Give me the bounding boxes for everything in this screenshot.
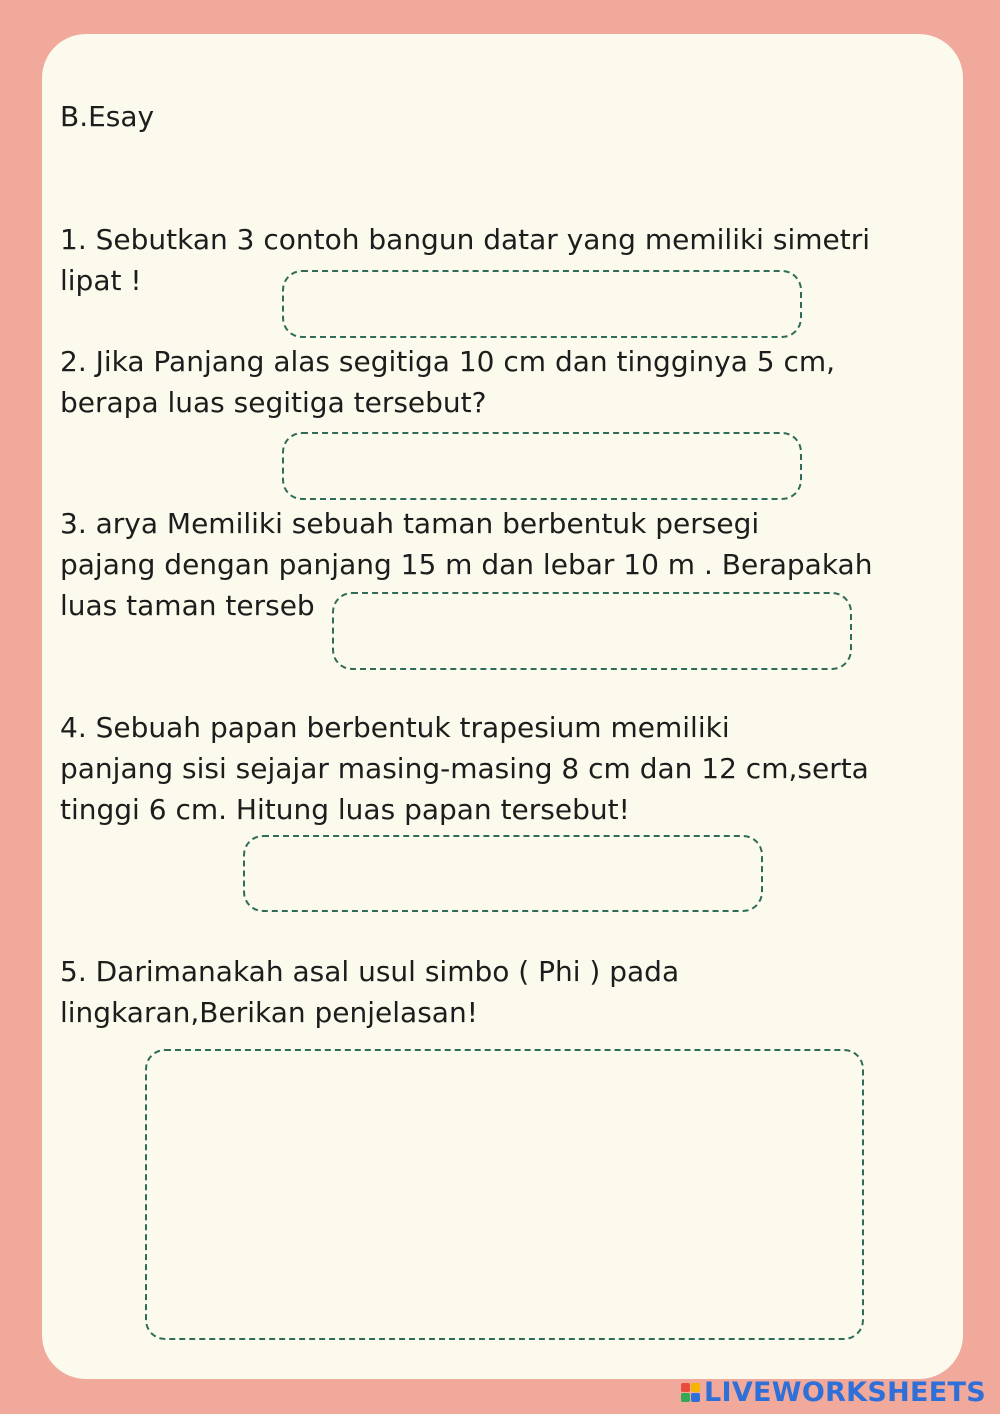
answer-box-2[interactable] [282,432,802,500]
logo-square-green [681,1393,690,1402]
question-4-line-1: 4. Sebuah papan berbentuk trapesium memiliki [60,711,730,744]
question-1-line-1: 1. Sebutkan 3 contoh bangun datar yang memiliki simetri [60,223,871,256]
question-3-line-1: 3. arya Memiliki sebuah taman berbentuk persegi [60,507,760,540]
logo-square-yellow [691,1383,700,1392]
answer-box-1[interactable] [282,270,802,338]
logo-square-red [681,1383,690,1392]
question-4-line-2: panjang sisi sejajar masing-masing 8 cm dan 12 cm,serta [60,752,869,785]
question-2-line-1: 2. Jika Panjang alas segitiga 10 cm dan tingginya 5 cm, [60,345,836,378]
logo-square-blue [691,1393,700,1402]
question-3-line-2: pajang dengan panjang 15 m dan lebar 10 m . Berapakah [60,548,873,581]
section-title: B.Esay [60,100,155,133]
liveworksheets-logo-icon [681,1383,700,1402]
question-3-line-3: luas taman terseb [60,589,315,622]
question-5-line-1: 5. Darimanakah asal usul simbo ( Phi ) pada [60,955,680,988]
liveworksheets-watermark [681,1377,986,1408]
question-1-line-2: lipat ! [60,264,142,297]
question-2-line-2: berapa luas segitiga tersebut? [60,386,487,419]
question-5-line-2: lingkaran,Berikan penjelasan! [60,996,478,1029]
answer-box-3[interactable] [332,592,852,670]
answer-box-4[interactable] [243,835,763,912]
liveworksheets-text: LIVEWORKSHEETS [703,1377,986,1408]
question-4-line-3: tinggi 6 cm. Hitung luas papan tersebut! [60,793,630,826]
answer-box-5[interactable] [145,1049,864,1340]
